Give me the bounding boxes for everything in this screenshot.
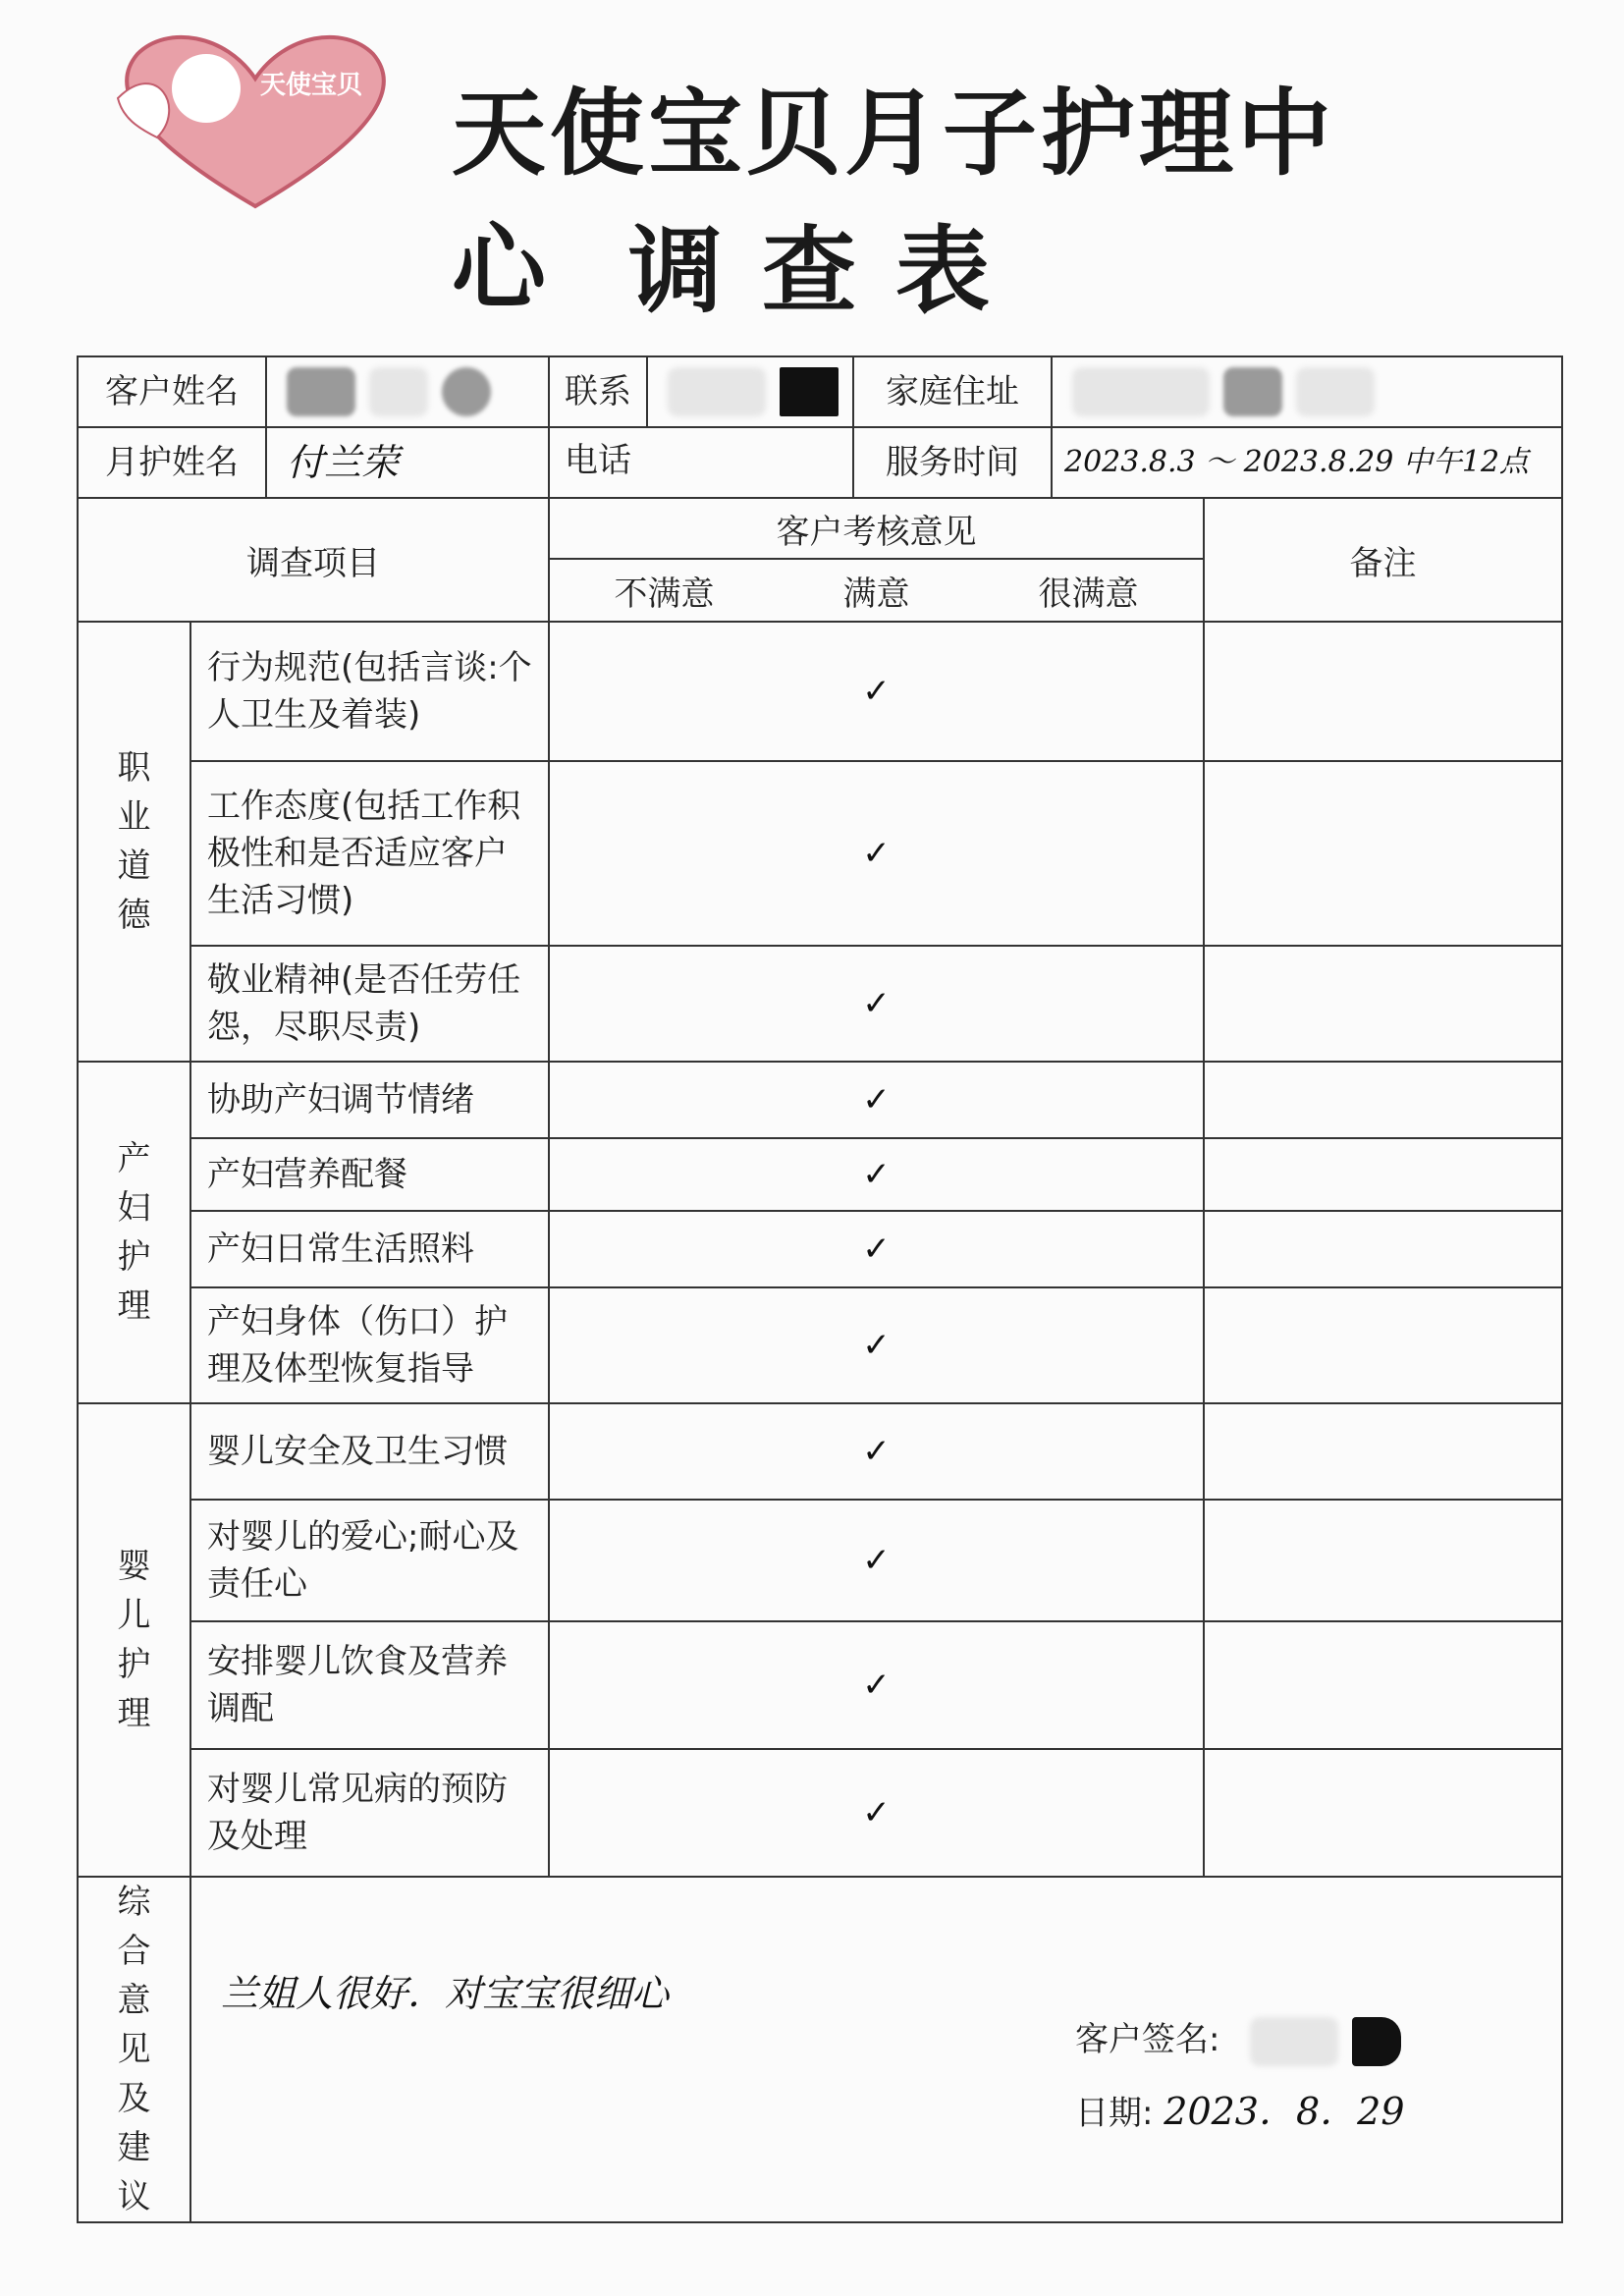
remark-cell [1204, 1287, 1562, 1403]
page-subtitle: 调查表 [628, 216, 1029, 326]
remark-cell [1204, 1749, 1562, 1877]
item-label: 产妇日常生活照料 [190, 1211, 549, 1287]
summary-row [78, 1877, 1562, 2222]
nurse-name-label: 月护姓名 [79, 428, 267, 497]
summary-label: 综合意见及建议 [78, 1877, 190, 2222]
table-row [78, 1500, 1562, 1621]
remark-cell [1204, 1211, 1562, 1287]
address-cell [853, 356, 1562, 427]
check-mark: ✓ [549, 1500, 1204, 1621]
summary-cell [190, 1877, 1562, 2222]
item-label: 对婴儿的爱心;耐心及责任心 [190, 1500, 549, 1621]
remark-cell [1204, 1062, 1562, 1138]
item-label: 行为规范(包括言谈:个人卫生及着装) [190, 622, 549, 761]
remark-cell [1204, 761, 1562, 946]
brand-logo [98, 20, 412, 216]
check-mark: ✓ [549, 1403, 1204, 1500]
check-mark: ✓ [549, 1062, 1204, 1138]
remark-cell [1204, 1500, 1562, 1621]
item-label: 工作态度(包括工作积极性和是否适应客户生活习惯) [190, 761, 549, 946]
address-label: 家庭住址 [854, 357, 1053, 426]
service-time-value: 2023.8.3 ～ 2023.8.29 中午12点 [1064, 445, 1530, 479]
summary-comment: 兰姐人很好．对宝宝很细心 [221, 1972, 670, 2015]
table-row [78, 1749, 1562, 1877]
customer-name-value [267, 357, 505, 426]
logo-text: 天使宝贝 [260, 71, 363, 100]
opinion-group-header: 客户考核意见 [549, 498, 1204, 559]
item-label: 协助产妇调节情绪 [190, 1062, 549, 1138]
table-row [78, 1062, 1562, 1138]
check-mark: ✓ [549, 946, 1204, 1062]
category-baby-care: 婴儿护理 [78, 1403, 190, 1877]
item-label: 产妇身体（伤口）护理及体型恢复指导 [190, 1287, 549, 1403]
remark-cell [1204, 1621, 1562, 1749]
table-row [78, 1138, 1562, 1211]
phone-cell [549, 356, 853, 480]
check-mark: ✓ [549, 1287, 1204, 1403]
service-time-cell [853, 427, 1562, 498]
date-line [1075, 2081, 1405, 2135]
date-label: 日期: [1075, 2094, 1154, 2133]
table-row [78, 761, 1562, 946]
check-mark: ✓ [549, 761, 1204, 946]
angel-head [172, 54, 241, 123]
header-row-1 [78, 498, 1562, 559]
table-row [78, 1621, 1562, 1749]
check-mark: ✓ [549, 1621, 1204, 1749]
opinion-subheaders [549, 559, 1204, 622]
item-label: 产妇营养配餐 [190, 1138, 549, 1211]
address-value [1053, 357, 1388, 426]
nurse-name-value: 付兰荣 [287, 441, 400, 484]
table-row [78, 1211, 1562, 1287]
table-row [78, 946, 1562, 1062]
item-label: 婴儿安全及卫生习惯 [190, 1403, 549, 1500]
table-row [78, 1403, 1562, 1500]
item-label: 对婴儿常见病的预防及处理 [190, 1749, 549, 1877]
survey-items-header: 调查项目 [78, 498, 549, 622]
remark-cell [1204, 622, 1562, 761]
info-row-1 [78, 356, 1562, 427]
date-value: 2023．8．29 [1164, 2090, 1405, 2133]
remark-cell [1204, 1138, 1562, 1211]
item-label: 敬业精神(是否任劳任怨，尽职尽责) [190, 946, 549, 1062]
info-row-2 [78, 427, 1562, 498]
signature-line [1075, 2012, 1415, 2066]
phone-value [648, 357, 852, 426]
check-mark: ✓ [549, 1138, 1204, 1211]
satisfied-header: 满意 [842, 574, 910, 614]
survey-table [77, 355, 1563, 2223]
unsatisfied-header: 不满意 [614, 574, 715, 614]
customer-name-label: 客户姓名 [79, 357, 267, 426]
check-mark: ✓ [549, 622, 1204, 761]
category-mother-care: 产妇护理 [78, 1062, 190, 1403]
remarks-header: 备注 [1204, 498, 1562, 622]
phone-label: 联系电话 [550, 357, 648, 426]
angel-wing [118, 83, 169, 137]
item-label: 安排婴儿饮食及营养调配 [190, 1621, 549, 1749]
nurse-name-cell [78, 427, 549, 498]
category-ethics: 职业道德 [78, 622, 190, 1062]
check-mark: ✓ [549, 1211, 1204, 1287]
page-title: 天使宝贝月子护理中心 [452, 79, 1335, 323]
remark-cell [1204, 946, 1562, 1062]
table-row [78, 1287, 1562, 1403]
check-mark: ✓ [549, 1749, 1204, 1877]
signature-label: 客户签名: [1075, 2020, 1220, 2059]
table-row [78, 622, 1562, 761]
very-satisfied-header: 很满意 [1038, 574, 1139, 614]
remark-cell [1204, 1403, 1562, 1500]
service-time-label: 服务时间 [854, 428, 1053, 497]
customer-name-cell [78, 356, 549, 427]
